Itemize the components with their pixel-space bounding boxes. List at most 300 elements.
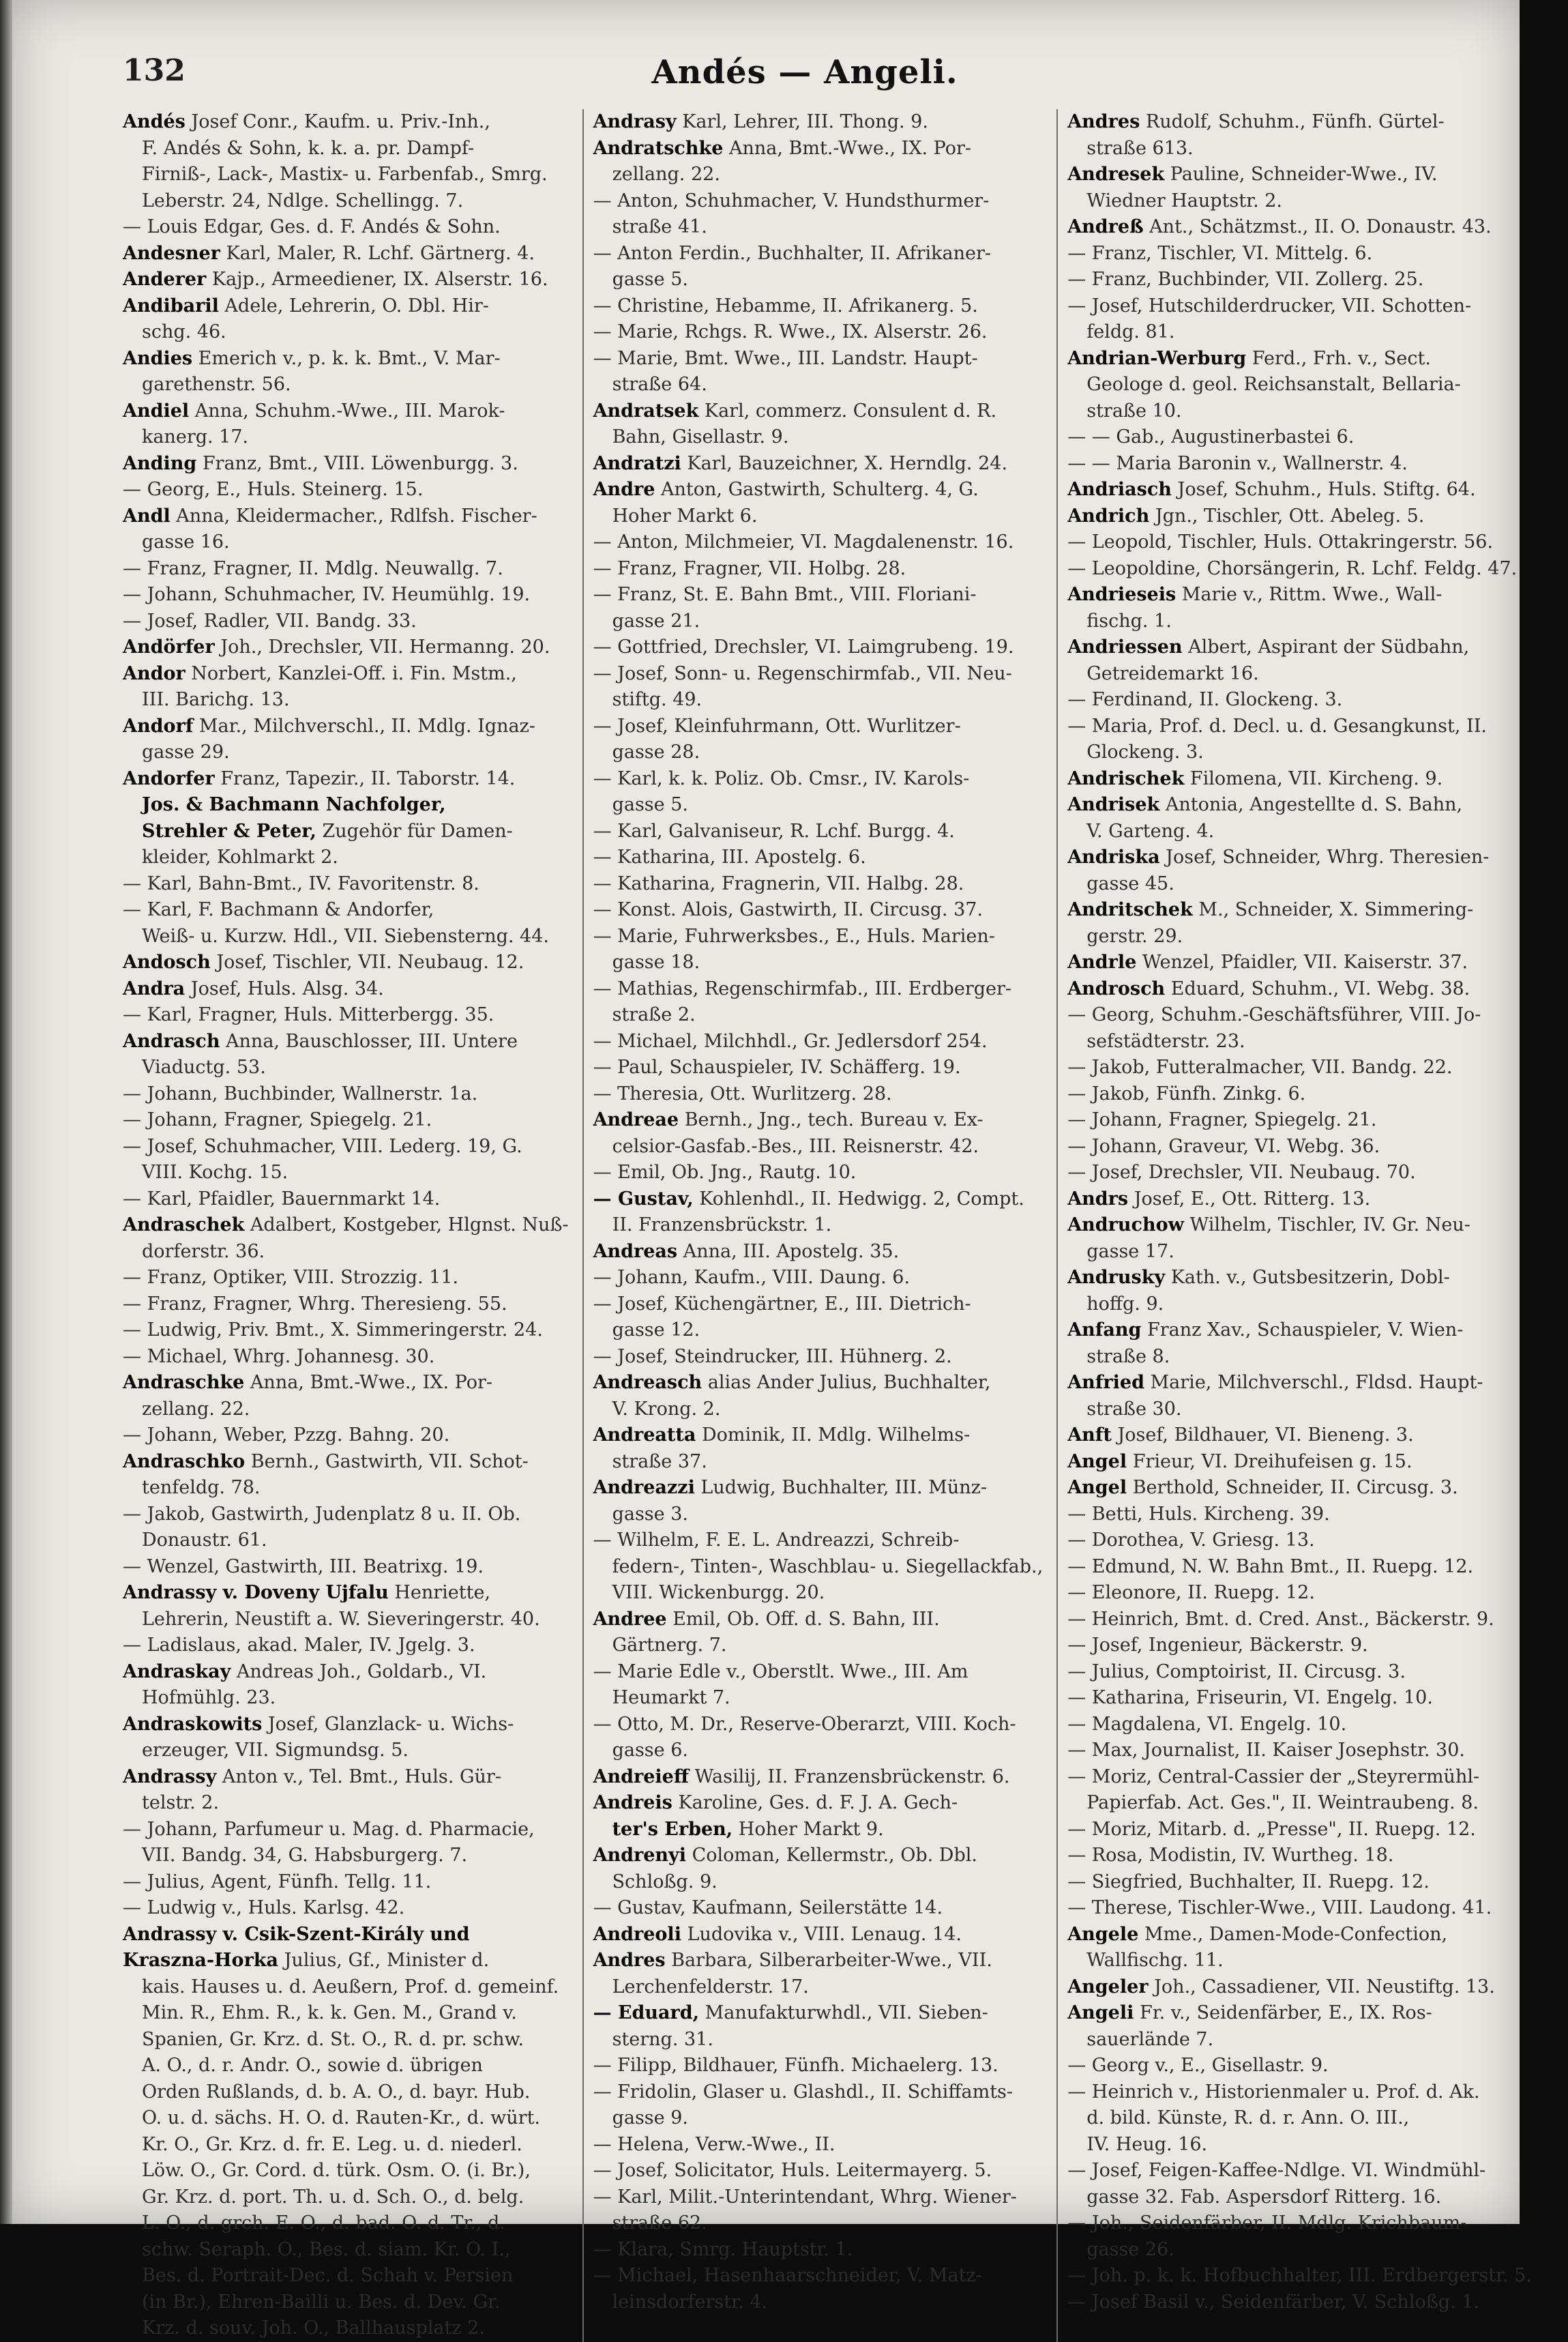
directory-entry-line: [593, 740, 1044, 766]
directory-entry-line: [1067, 1895, 1532, 1922]
entry-details: gasse 32. Fab. Aspersdorf Ritterg. 16.: [1086, 2186, 1442, 2208]
entry-details: zellang. 22.: [612, 164, 720, 185]
directory-entry-line: [123, 740, 569, 766]
entry-details: alias Ander Julius, Buchhalter,: [702, 1372, 991, 1393]
entry-surname: Andosch: [123, 952, 211, 973]
entry-details: Spanien, Gr. Krz. d. St. O., R. d. pr. schw.: [142, 2028, 524, 2050]
entry-surname: Andor: [123, 662, 186, 684]
entry-details: — Siegfried, Buchhalter, II. Ruepg. 12.: [1067, 1871, 1430, 1892]
entry-details: Josef, Glanzlack- u. Wichs-: [262, 1713, 514, 1735]
directory-entry-line: [123, 1869, 569, 1896]
entry-details: — Josef, Radler, VII. Bandg. 33.: [123, 610, 417, 632]
entry-details: gasse 29.: [142, 742, 230, 763]
entry-details: Henriette,: [388, 1582, 491, 1603]
entry-details: — Filipp, Bildhauer, Fünfh. Michaelerg. 13.: [593, 2055, 999, 2076]
directory-entry-line: [123, 924, 569, 950]
entry-details: Papierfab. Act. Ges.", II. Weintraubeng. 8.: [1086, 1792, 1479, 1813]
entry-details: Kr. O., Gr. Krz. d. fr. E. Leg. u. d. niederl.: [142, 2133, 522, 2155]
entry-details: — Franz, Fragner, II. Mdlg. Neuwallg. 7.: [123, 557, 503, 579]
directory-entry-line: [123, 1659, 569, 1686]
entry-surname: Andrs: [1067, 1188, 1129, 1210]
directory-entry-line: [1067, 2000, 1532, 2027]
entry-details: Wenzel, Pfaidler, VII. Kaiserstr. 37.: [1136, 952, 1468, 973]
entry-details: dorferstr. 36.: [142, 1240, 265, 1262]
entry-surname: Andrich: [1067, 505, 1150, 527]
directory-entry-line: [1067, 1738, 1532, 1764]
entry-details: — Fridolin, Glaser u. Glashdl., II. Schiffamts-: [593, 2081, 1014, 2103]
directory-entry-line: [1067, 1764, 1532, 1791]
entry-details: — — Maria Baronin v., Wallnerstr. 4.: [1067, 452, 1408, 474]
entry-details: Wallfischg. 11.: [1086, 1950, 1224, 1971]
entry-details: — Marie, Rchgs. R. Wwe., IX. Alserstr. 26.: [593, 321, 988, 342]
entry-details: straße 10.: [1086, 400, 1182, 422]
entry-surname: Andrasy: [593, 111, 677, 132]
entry-details: — Franz, Tischler, VI. Mittelg. 6.: [1067, 242, 1373, 264]
entry-details: gasse 17.: [1086, 1240, 1174, 1262]
entry-details: Rudolf, Schuhm., Fünfh. Gürtel-: [1140, 111, 1445, 132]
entry-details: Heumarkt 7.: [612, 1687, 730, 1708]
entry-details: tenfeldg. 78.: [142, 1477, 261, 1498]
entry-details: F. Andés & Sohn, k. k. a. pr. Dampf-: [142, 137, 475, 159]
directory-entry-line: [123, 1002, 569, 1029]
entry-details: Albert, Aspirant der Südbahn,: [1182, 636, 1470, 658]
entry-details: (in Br.), Ehren-Bailli u. Bes. d. Dev. Gr.: [142, 2291, 501, 2313]
entry-details: — Heinrich, Bmt. d. Cred. Anst., Bäckerstr. 9.: [1067, 1608, 1494, 1630]
directory-entry-line: [1067, 924, 1532, 950]
entry-details: Anton v., Tel. Bmt., Huls. Gür-: [216, 1766, 501, 1787]
directory-entry-line: [123, 714, 569, 740]
directory-entry-line: [1067, 1291, 1532, 1318]
entry-details: erzeuger, VII. Sigmundsg. 5.: [142, 1740, 409, 1761]
entry-details: schg. 46.: [142, 321, 226, 342]
directory-entry-line: [1067, 1659, 1532, 1686]
directory-entry-line: [123, 819, 569, 845]
directory-entry-line: [123, 1527, 569, 1554]
directory-entry-line: [593, 346, 1044, 372]
entry-details: L. O., d. grch. E. O., d. bad. O. d. Tr., d.: [142, 2212, 505, 2234]
entry-surname: Strehler & Peter,: [142, 820, 316, 842]
directory-entry-line: [123, 1948, 569, 1974]
directory-entry-line: [123, 1344, 569, 1371]
directory-entry-line: [593, 1291, 1044, 1318]
directory-entry-line: [593, 1160, 1044, 1186]
entry-details: Manufakturwhdl., VII. Sieben-: [699, 2002, 988, 2023]
entry-details: Adele, Lehrerin, O. Dbl. Hir-: [218, 295, 489, 317]
entry-surname: Andreae: [593, 1109, 679, 1130]
directory-entry-line: [1067, 188, 1532, 215]
entry-details: Marie, Milchverschl., Fldsd. Haupt-: [1144, 1372, 1483, 1393]
directory-entry-line: [593, 1134, 1044, 1160]
directory-entry-line: [593, 1712, 1044, 1738]
entry-details: — Josef, Hutschilderdrucker, VII. Schotten-: [1067, 295, 1472, 317]
directory-entry-line: [1067, 1869, 1532, 1896]
directory-entry-line: [1067, 136, 1532, 162]
entry-surname: Anderer: [123, 269, 207, 290]
entry-details: — Josef, Schuhmacher, VIII. Lederg. 19, G.: [123, 1135, 522, 1157]
entry-details: — Gottfried, Drechsler, VI. Laimgrubeng. 19.: [593, 636, 1014, 658]
entry-details: Geologe d. geol. Reichsanstalt, Bellaria-: [1086, 374, 1461, 395]
directory-entry-line: [593, 2210, 1044, 2237]
entry-details: Karl, commerz. Consulent d. R.: [698, 400, 997, 422]
entry-surname: Andraskay: [123, 1660, 231, 1682]
directory-entry-line: [1067, 582, 1532, 609]
directory-entry-line: [1067, 1422, 1532, 1449]
entry-surname: Andres: [1067, 111, 1140, 132]
directory-entry-line: [1067, 1239, 1532, 1265]
entry-details: — Michael, Hasenhaarschneider, V. Matz-: [593, 2265, 982, 2286]
directory-entry-line: [1067, 2079, 1532, 2106]
directory-entry-line: [123, 1239, 569, 1265]
directory-entry-line: [1067, 1186, 1532, 1213]
entry-details: Emil, Ob. Off. d. S. Bahn, III.: [666, 1608, 940, 1630]
entry-details: — Theresia, Ott. Wurlitzerg. 28.: [593, 1083, 892, 1104]
entry-details: garethenstr. 56.: [142, 374, 291, 395]
entry-details: — Gustav, Kaufmann, Seilerstätte 14.: [593, 1897, 943, 1918]
directory-entry-line: [123, 897, 569, 924]
entry-details: gerstr. 29.: [1086, 925, 1183, 947]
directory-entry-line: [1067, 2263, 1532, 2289]
entry-details: Josef, Schuhm., Huls. Stiftg. 64.: [1171, 479, 1476, 500]
directory-entry-line: [593, 162, 1044, 188]
directory-entry-line: [593, 1107, 1044, 1134]
entry-details: Lerchenfelderstr. 17.: [612, 1976, 809, 1997]
directory-entry-line: [593, 424, 1044, 451]
entry-surname: Angeli: [1067, 2002, 1134, 2023]
directory-entry-line: [1067, 2184, 1532, 2211]
directory-entry-line: [123, 871, 569, 898]
entry-details: — Josef, Drechsler, VII. Neubaug. 70.: [1067, 1162, 1416, 1183]
directory-entry-line: [593, 529, 1044, 556]
directory-entry-line: [593, 2027, 1044, 2053]
entry-details: — Marie, Bmt. Wwe., III. Landstr. Haupt-: [593, 347, 978, 369]
entry-surname: Andruchow: [1067, 1214, 1184, 1235]
entry-details: Ludovika v., VIII. Lenaug. 14.: [681, 1923, 962, 1945]
directory-entry-line: [123, 1817, 569, 1843]
entry-details: Josef, Schneider, Whrg. Theresien-: [1159, 847, 1490, 868]
directory-entry-line: [1067, 2158, 1532, 2184]
entry-surname: Andreasch: [593, 1372, 702, 1393]
directory-entry-line: [123, 1607, 569, 1633]
directory-entry-line: [123, 188, 569, 215]
entry-details: Gärtnerg. 7.: [612, 1635, 727, 1656]
directory-columns: [123, 109, 1532, 2339]
entry-surname: Andreieff: [593, 1766, 690, 1787]
entry-details: — Johann, Buchbinder, Wallnerstr. 1a.: [123, 1083, 478, 1104]
directory-entry-line: [1067, 2289, 1532, 2316]
directory-entry-line: [123, 109, 569, 136]
directory-entry-line: [593, 766, 1044, 793]
entry-details: — Franz, Optiker, VIII. Strozzig. 11.: [123, 1267, 459, 1288]
entry-details: — Johann, Weber, Pzzg. Bahng. 20.: [123, 1424, 450, 1446]
directory-entry-line: [123, 477, 569, 503]
entry-details: Adalbert, Kostgeber, Hlgnst. Nuß-: [244, 1214, 569, 1235]
entry-details: VIII. Kochg. 15.: [142, 1162, 289, 1183]
entry-details: — Franz, Fragner, Whrg. Theresieng. 55.: [123, 1293, 507, 1315]
entry-details: gasse 28.: [612, 742, 700, 763]
directory-entry-line: [593, 634, 1044, 661]
entry-details: — Maria, Prof. d. Decl. u. d. Gesangkunst, II.: [1067, 715, 1487, 737]
directory-entry-line: [1067, 214, 1532, 241]
entry-details: — Mathias, Regenschirmfab., III. Erdberger-: [593, 978, 1011, 999]
directory-entry-line: [593, 1265, 1044, 1291]
directory-entry-line: [123, 2263, 569, 2289]
directory-entry-line: [123, 1580, 569, 1607]
directory-entry-line: [593, 556, 1044, 583]
entry-details: gasse 6.: [612, 1740, 688, 1761]
entry-surname: Andés: [123, 111, 186, 132]
entry-details: — Marie, Fuhrwerksbes., E., Huls. Marien-: [593, 925, 995, 947]
directory-entry-line: [593, 1029, 1044, 1055]
entry-details: straße 41.: [612, 216, 707, 237]
directory-entry-line: [593, 609, 1044, 635]
directory-entry-line: [123, 293, 569, 320]
entry-surname: Angel: [1067, 1450, 1127, 1472]
entry-details: — Johann, Fragner, Spiegelg. 21.: [1067, 1109, 1377, 1130]
directory-entry-line: [123, 451, 569, 478]
entry-surname: Andratsek: [593, 400, 699, 422]
entry-surname: Andrusky: [1067, 1267, 1166, 1288]
directory-entry-line: [593, 1239, 1044, 1265]
directory-entry-line: [1067, 1607, 1532, 1633]
entry-surname: Andreazzi: [593, 1477, 695, 1498]
directory-entry-line: [1067, 634, 1532, 661]
directory-entry-line: [123, 372, 569, 398]
entry-surname: Angel: [1067, 1477, 1127, 1498]
entry-details: V. Garteng. 4.: [1086, 820, 1215, 842]
directory-entry-line: [1067, 1685, 1532, 1712]
entry-surname: — Eduard,: [593, 2002, 700, 2023]
entry-details: Joh., Cassadiener, VII. Neustiftg. 13.: [1148, 1976, 1495, 1997]
directory-entry-line: [1067, 1974, 1532, 2001]
entry-details: — Jakob, Futteralmacher, VII. Bandg. 22.: [1067, 1057, 1453, 1078]
entry-surname: Andreis: [593, 1792, 672, 1813]
entry-surname: Andriska: [1067, 847, 1160, 868]
entry-surname: Andrasch: [123, 1030, 220, 1052]
entry-details: — Karl, Galvaniseur, R. Lchf. Burgg. 4.: [593, 820, 955, 842]
entry-details: — Karl, k. k. Poliz. Ob. Cmsr., IV. Karols-: [593, 767, 970, 789]
directory-entry-line: [593, 2237, 1044, 2264]
directory-entry-line: [593, 1212, 1044, 1239]
directory-entry-line: [1067, 1449, 1532, 1476]
entry-details: d. bild. Künste, R. d. r. Ann. O. III.,: [1086, 2107, 1410, 2128]
entry-details: gasse 5.: [612, 794, 688, 815]
entry-details: gasse 3.: [612, 1503, 688, 1525]
directory-entry-line: [123, 1396, 569, 1423]
entry-surname: Andörfer: [123, 636, 215, 658]
directory-entry-line: [123, 2289, 569, 2316]
directory-entry-line: [1067, 109, 1532, 136]
directory-entry-line: [1067, 1265, 1532, 1291]
directory-entry-line: [593, 2053, 1044, 2079]
entry-details: leinsdorferstr. 4.: [612, 2291, 767, 2313]
directory-entry-line: [593, 2105, 1044, 2132]
entry-details: Karl, Lehrer, III. Thong. 9.: [676, 111, 928, 132]
entry-details: Franz, Tapezir., II. Taborstr. 14.: [214, 767, 516, 789]
directory-entry-line: [123, 2210, 569, 2237]
directory-entry-line: [1067, 2132, 1532, 2158]
entry-details: — Louis Edgar, Ges. d. F. Andés & Sohn.: [123, 216, 501, 237]
directory-entry-line: [1067, 714, 1532, 740]
directory-entry-line: [593, 1580, 1044, 1607]
directory-entry-line: [1067, 1948, 1532, 1974]
directory-entry-line: [123, 1265, 569, 1291]
entry-details: Bahn, Gisellastr. 9.: [612, 426, 789, 448]
entry-details: — Franz, Fragner, VII. Holbg. 28.: [593, 557, 906, 579]
directory-entry-line: [593, 293, 1044, 320]
entry-details: — Wenzel, Gastwirth, III. Beatrixg. 19.: [123, 1555, 484, 1577]
entry-details: Ferd., Frh. v., Sect.: [1246, 347, 1431, 369]
entry-details: — Josef, Küchengärtner, E., III. Dietrich-: [593, 1293, 971, 1315]
directory-entry-line: [1067, 609, 1532, 635]
directory-entry-line: [593, 582, 1044, 609]
directory-entry-line: [593, 1738, 1044, 1764]
directory-entry-line: [123, 1055, 569, 1081]
entry-surname: Andrisek: [1067, 794, 1160, 815]
directory-entry-line: [1067, 372, 1532, 398]
entry-details: Löw. O., Gr. Cord. d. türk. Osm. O. (i. Br.),: [142, 2160, 531, 2181]
entry-details: kanerg. 17.: [142, 426, 249, 448]
entry-details: — Franz, Buchbinder, VII. Zollerg. 25.: [1067, 269, 1424, 290]
entry-details: — Julius, Agent, Fünfh. Tellg. 11.: [123, 1871, 432, 1892]
directory-entry-line: [1067, 241, 1532, 267]
directory-entry-line: [123, 1790, 569, 1817]
entry-details: fischg. 1.: [1086, 610, 1172, 632]
directory-entry-line: [593, 136, 1044, 162]
entry-details: Ant., Schätzmst., II. O. Donaustr. 43.: [1143, 216, 1492, 237]
directory-entry-line: [1067, 556, 1532, 583]
entry-details: kleider, Kohlmarkt 2.: [142, 847, 338, 868]
directory-entry-line: [593, 2079, 1044, 2106]
entry-details: Kath. v., Gutsbesitzerin, Dobl-: [1165, 1267, 1450, 1288]
directory-entry-line: [1067, 2210, 1532, 2237]
directory-entry-line: [1067, 293, 1532, 320]
directory-entry-line: [123, 661, 569, 688]
directory-entry-line: [593, 1186, 1044, 1213]
directory-entry-line: [1067, 2053, 1532, 2079]
directory-entry-line: [593, 950, 1044, 976]
entry-surname: Andorf: [123, 715, 194, 737]
entry-surname: Andrle: [1067, 952, 1137, 973]
entry-details: — Johann, Graveur, VI. Webg. 36.: [1067, 1135, 1380, 1157]
directory-entry-line: [123, 2132, 569, 2158]
directory-entry-line: [593, 1817, 1044, 1843]
entry-details: Pauline, Schneider-Wwe., IV.: [1164, 164, 1438, 185]
entry-details: — Georg, E., Huls. Steinerg. 15.: [123, 479, 424, 500]
entry-details: stiftg. 49.: [612, 689, 702, 710]
entry-details: straße 64.: [612, 374, 707, 395]
entry-details: Frieur, VI. Dreihufeisen g. 15.: [1127, 1450, 1412, 1472]
entry-surname: Andratzi: [593, 452, 681, 474]
directory-entry-line: [593, 1685, 1044, 1712]
directory-entry-line: [593, 661, 1044, 688]
directory-entry-line: [593, 1002, 1044, 1029]
entry-details: Anna, III. Apostelg. 35.: [677, 1240, 900, 1262]
entry-details: Wasilij, II. Franzensbrückenstr. 6.: [689, 1766, 1010, 1787]
running-head: Andés — Angeli.: [651, 53, 958, 91]
entry-details: — Joh. p. k. k. Hofbuchhalter, III. Erdbergerstr. 5.: [1067, 2265, 1532, 2286]
directory-entry-line: [123, 2105, 569, 2132]
entry-details: Orden Rußlands, d. b. A. O., d. bayr. Hub.: [142, 2081, 531, 2103]
entry-details: celsior-Gasfab.-Bes., III. Reisnerstr. 42.: [612, 1135, 979, 1157]
entry-details: Bernh., Jng., tech. Bureau v. Ex-: [679, 1109, 983, 1130]
entry-details: — Katharina, III. Apostelg. 6.: [593, 847, 866, 868]
directory-entry-line: [123, 1554, 569, 1581]
entry-details: — Dorothea, V. Griesg. 13.: [1067, 1529, 1315, 1551]
directory-entry-line: [593, 2263, 1044, 2289]
entry-details: sauerlände 7.: [1086, 2028, 1214, 2050]
entry-details: gasse 12.: [612, 1319, 700, 1341]
entry-surname: Angeler: [1067, 1976, 1149, 1997]
directory-entry-line: [593, 1974, 1044, 2001]
entry-details: Anna, Kleidermacher., Rdlfsh. Fischer-: [170, 505, 537, 527]
directory-entry-line: [593, 819, 1044, 845]
entry-details: IV. Heug. 16.: [1086, 2133, 1208, 2155]
directory-entry-line: [123, 241, 569, 267]
entry-details: Josef, Huls. Alsg. 34.: [185, 978, 384, 999]
directory-entry-line: [593, 1790, 1044, 1817]
entry-details: gasse 16.: [142, 531, 230, 553]
directory-entry-line: [123, 214, 569, 241]
entry-surname: Andrian-Werburg: [1067, 347, 1247, 369]
entry-details: VIII. Wickenburgg. 20.: [612, 1582, 825, 1603]
entry-details: schw. Seraph. O., Bes. d. siam. Kr. O. I.,: [142, 2238, 511, 2260]
directory-entry-line: [123, 1764, 569, 1791]
entry-surname: Andibaril: [123, 295, 219, 317]
entry-details: Mme., Damen-Mode-Confection,: [1138, 1923, 1448, 1945]
entry-details: Karoline, Ges. d. F. J. A. Gech-: [672, 1792, 958, 1813]
directory-entry-line: [123, 609, 569, 635]
directory-entry-line: [593, 1396, 1044, 1423]
entry-details: Kohlenhdl., II. Hedwigg. 2, Compt.: [693, 1188, 1024, 1210]
entry-details: Norbert, Kanzlei-Off. i. Fin. Mstm.,: [185, 662, 517, 684]
entry-details: — Karl, Bahn-Bmt., IV. Favoritenstr. 8.: [123, 873, 479, 894]
entry-surname: Andiel: [123, 400, 190, 422]
directory-entry-line: [593, 1659, 1044, 1686]
page-number: 132: [123, 53, 186, 88]
page-header: [123, 53, 1487, 101]
directory-entry-line: [123, 1212, 569, 1239]
entry-details: — Ludwig, Priv. Bmt., X. Simmeringerstr. 24.: [123, 1319, 543, 1341]
directory-entry-line: [593, 1081, 1044, 1108]
entry-details: — Betti, Huls. Kircheng. 39.: [1067, 1503, 1330, 1525]
entry-details: — Max, Journalist, II. Kaiser Josephstr. 30.: [1067, 1740, 1465, 1761]
entry-details: — Franz, St. E. Bahn Bmt., VIII. Floriani-: [593, 584, 977, 605]
entry-details: Andreas Joh., Goldarb., VI.: [231, 1660, 487, 1682]
directory-entry-line: [593, 2158, 1044, 2184]
entry-details: federn-, Tinten-, Waschblau- u. Siegellackfab.,: [612, 1555, 1044, 1577]
entry-details: Eduard, Schuhm., VI. Webg. 38.: [1165, 978, 1470, 999]
entry-details: — Katharina, Friseurin, VI. Engelg. 10.: [1067, 1687, 1433, 1708]
entry-surname: Andies: [123, 347, 193, 369]
directory-entry-line: [593, 1344, 1044, 1371]
entry-details: Lehrerin, Neustift a. W. Sieveringerstr. 40.: [142, 1608, 540, 1630]
entry-surname: Androsch: [1067, 978, 1166, 999]
entry-details: — Georg v., E., Gisellastr. 9.: [1067, 2055, 1329, 2076]
entry-surname: Andrieseis: [1067, 584, 1177, 605]
entry-details: Josef, Bildhauer, VI. Bieneng. 3.: [1111, 1424, 1414, 1446]
directory-entry-line: [1067, 1790, 1532, 1817]
entry-details: Viaductg. 53.: [142, 1057, 266, 1078]
directory-entry-line: [593, 1055, 1044, 1081]
entry-surname: Andre: [593, 479, 655, 500]
entry-details: M., Schneider, X. Simmering-: [1192, 899, 1474, 920]
directory-entry-line: [593, 1922, 1044, 1948]
entry-details: gasse 21.: [612, 610, 700, 632]
entry-details: Josef Conr., Kaufm. u. Priv.-Inh.,: [185, 111, 490, 132]
directory-entry-line: [1067, 477, 1532, 503]
directory-entry-line: [123, 556, 569, 583]
entry-surname: Andrassy v. Csik-Szent-Király und: [123, 1923, 470, 1945]
